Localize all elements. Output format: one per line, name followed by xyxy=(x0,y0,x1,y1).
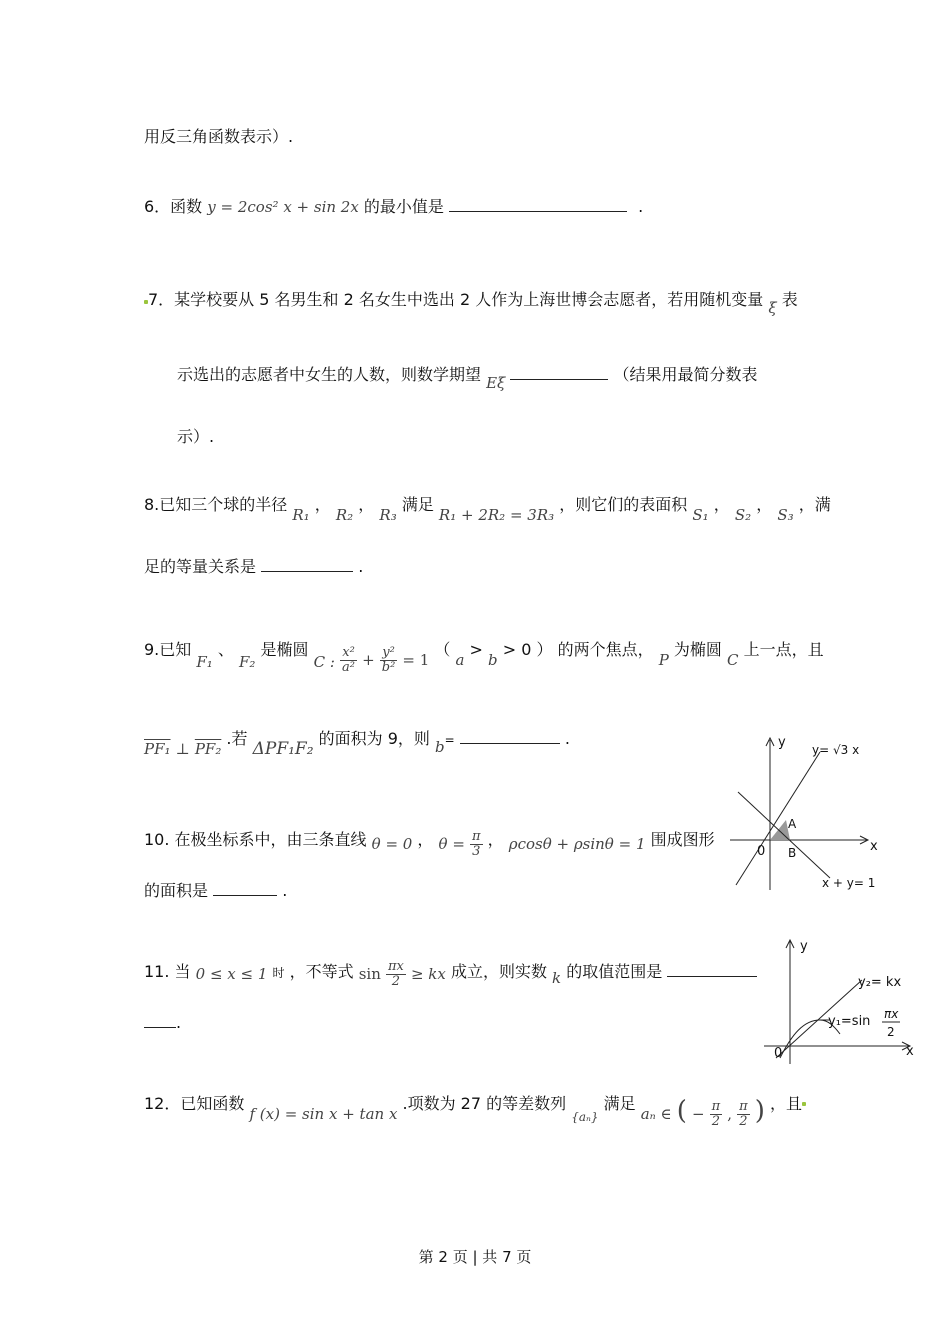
q12-comma: , xyxy=(727,1105,733,1123)
q9-f1: F₁ xyxy=(196,653,213,671)
q9-gt0: > 0 xyxy=(502,640,532,659)
q10-end: . xyxy=(282,881,288,900)
q7-tail: 表 xyxy=(781,290,798,309)
figure-sine-vs-line xyxy=(758,934,922,1070)
q9-pf1: PF₁ xyxy=(144,740,171,758)
q9-answer-blank[interactable] xyxy=(460,729,560,744)
q10-l2: θ = xyxy=(438,835,465,853)
q12-frac-right: $\frac{\pi}{2}$ xyxy=(739,1099,748,1129)
q8-end: . xyxy=(358,557,364,576)
q12-mid: .项数为 27 的等差数列 xyxy=(402,1094,567,1113)
question-6 xyxy=(144,196,643,218)
q6-prefix: 6．函数 xyxy=(144,197,203,216)
q6-formula: y = 2cos² x + sin 2x xyxy=(207,198,359,216)
q8-relation: R₁ + 2R₂ = 3R₃ xyxy=(438,506,555,524)
q12-tail: ，且 xyxy=(770,1094,803,1113)
q8-mid: 满足 xyxy=(401,495,434,514)
question-10-line-2 xyxy=(144,880,287,902)
fig1-x-label: x xyxy=(870,839,878,854)
q12-an-set: {aₙ} xyxy=(571,1110,599,1124)
q8-answer-blank[interactable] xyxy=(261,557,353,572)
q8-s1: S₁ xyxy=(692,506,709,524)
q6-end: . xyxy=(638,197,644,216)
fig2-y1-label: y₁=sin xyxy=(828,1014,871,1029)
q10-sep-1: ， xyxy=(417,830,434,849)
q10-sep-2: ， xyxy=(487,830,504,849)
q9-tail: 上一点，且 xyxy=(743,640,824,659)
q9-plus: + xyxy=(362,651,375,669)
question-8-line-2 xyxy=(144,556,363,578)
q12-frac-left: $\frac{\pi}{2}$ xyxy=(711,1099,721,1129)
fig1-y-label: y xyxy=(778,735,786,750)
q9-gt: > xyxy=(469,640,483,659)
q8-r3: R₃ xyxy=(379,506,397,524)
q9-frac-x: $\frac{\text{x²}}{\text{a²}}$ xyxy=(342,645,355,675)
fig1-point-b: B xyxy=(788,846,797,860)
text-line-top: 用反三角函数表示）. xyxy=(144,127,294,146)
q9-c: C : xyxy=(313,653,335,671)
q8-s3: S₃ xyxy=(777,506,794,524)
q8-sep-3: ， xyxy=(713,495,730,514)
question-9-line-1 xyxy=(144,636,824,675)
q11-end: . xyxy=(176,1013,182,1032)
question-9-line-2 xyxy=(144,728,570,759)
q10-line2: 的面积是 xyxy=(144,881,209,900)
q9-cond-a: a xyxy=(455,651,465,669)
q8-prefix: 8.已知三个球的半径 xyxy=(144,495,288,514)
q6-answer-blank[interactable] xyxy=(449,197,627,212)
q9-p: P xyxy=(658,651,669,669)
q10-frac-pi3: $\frac{\pi}{3}$ xyxy=(472,829,481,859)
fig2-y2-label: y₂= kx xyxy=(858,975,902,990)
q12-prefix: 12．已知函数 xyxy=(144,1094,245,1113)
q11-k: k xyxy=(552,969,562,987)
q12-mid2: 满足 xyxy=(603,1094,636,1113)
q9-mid4: .若 xyxy=(226,729,248,748)
q7-prefix: 7．某学校要从 5 名男生和 2 名女生中选出 2 人作为上海世博会志愿者，若用随机变量 xyxy=(148,290,764,309)
q7-line2: 示选出的志愿者中女生的人数，则数学期望 xyxy=(177,365,482,384)
q11-mid: ，不等式 xyxy=(289,962,354,981)
question-7-line-3: 示）. xyxy=(177,427,215,446)
q7-line2b: （结果用最简分数表 xyxy=(613,365,758,384)
q9-mid2: 的两个焦点， xyxy=(557,640,654,659)
fig1-point-a: A xyxy=(788,817,797,831)
q10-answer-blank[interactable] xyxy=(213,881,277,896)
question-10-line-1 xyxy=(144,826,715,859)
q11-answer-blank-2[interactable] xyxy=(144,1013,176,1028)
question-8-line-1 xyxy=(144,494,831,524)
q9-cond-b: b xyxy=(488,651,498,669)
q10-l3: ρcosθ + ρsinθ = 1 xyxy=(508,835,646,853)
fig1-shaded-triangle xyxy=(770,820,790,840)
q9-eq: = xyxy=(444,733,455,747)
q12-an: aₙ ∈ xyxy=(640,1105,672,1123)
q8-mid2: ，则它们的表面积 xyxy=(559,495,688,514)
fig1-line-sqrt3x xyxy=(736,752,820,885)
q12-paren-close: ) xyxy=(754,1096,765,1126)
q12-function: f (x) = sin x + tan x xyxy=(249,1105,398,1123)
q9-f2: F₂ xyxy=(239,653,256,671)
q6-suffix: 的最小值是 xyxy=(363,197,444,216)
q9-mid: 是椭圆 xyxy=(260,640,309,659)
question-7-line-2 xyxy=(177,364,758,392)
q9-pf2: PF₂ xyxy=(194,740,222,758)
q7-var: ξ xyxy=(768,299,777,317)
q9-cond-close: ） xyxy=(536,640,553,659)
q12-paren-open: ( xyxy=(676,1096,687,1126)
q10-prefix: 10. 在极坐标系中，由三条直线 xyxy=(144,830,367,849)
fig2-x-label: x xyxy=(906,1044,914,1059)
question-12 xyxy=(144,1090,803,1129)
q9-mid5: 的面积为 9，则 xyxy=(318,729,430,748)
q11-ge: ≥ kx xyxy=(410,965,446,983)
q7-answer-blank[interactable] xyxy=(510,365,608,380)
figure-polar-lines xyxy=(728,730,888,900)
q9-mid3: 为椭圆 xyxy=(673,640,722,659)
fig1-line2-label: x + y= 1 xyxy=(822,876,876,890)
marker-dot xyxy=(802,1102,806,1106)
q7-expect: Eξ xyxy=(486,374,506,392)
fig2-origin: 0 xyxy=(774,1046,783,1061)
q11-mid2: 成立，则实数 xyxy=(450,962,547,981)
fig2-frac-den: 2 xyxy=(887,1025,895,1039)
q11-shi: 时 xyxy=(272,966,285,980)
q8-sep-2: ， xyxy=(358,495,375,514)
q9-eq1: = 1 xyxy=(402,651,430,669)
q11-tail: 的取值范围是 xyxy=(566,962,663,981)
q8-r2: R₂ xyxy=(335,506,354,524)
q9-prefix: 9.已知 xyxy=(144,640,192,659)
q11-sin: sin xyxy=(358,965,381,983)
q11-answer-blank-1[interactable] xyxy=(667,962,757,977)
question-11-line-2 xyxy=(144,1012,181,1034)
question-7-line-1 xyxy=(148,289,798,317)
page-footer: 第 2 页 | 共 7 页 xyxy=(418,1248,532,1266)
q9-end: . xyxy=(564,729,570,748)
question-11-line-1 xyxy=(144,958,757,987)
q9-perp: ⊥ xyxy=(175,740,190,758)
q12-minus: − xyxy=(691,1105,705,1123)
q9-triangle: ΔPF₁F₂ xyxy=(252,739,314,759)
q9-sep: 、 xyxy=(217,640,234,659)
fig2-frac-num: πx xyxy=(884,1007,899,1021)
q11-prefix: 11. 当 xyxy=(144,962,191,981)
q9-cond-open: （ xyxy=(434,640,451,659)
fig2-y-label: y xyxy=(800,939,808,954)
fig1-origin: 0 xyxy=(757,844,766,859)
q8-s2: S₂ xyxy=(734,506,752,524)
q8-r1: R₁ xyxy=(292,506,310,524)
q9-frac-y: $\frac{\text{y²}}{\text{b²}}$ xyxy=(381,645,396,675)
q10-mid: 围成图形 xyxy=(650,830,715,849)
q10-l1: θ = 0 xyxy=(371,835,413,853)
q11-frac-pix2: $\frac{\pi x}{2}$ xyxy=(387,959,404,989)
q11-range: 0 ≤ x ≤ 1 xyxy=(195,965,268,983)
q8-tail: ，满 xyxy=(798,495,831,514)
q8-sep-4: ， xyxy=(756,495,773,514)
q8-sep-1: ， xyxy=(314,495,331,514)
q9-c2: C xyxy=(727,651,739,669)
q8-line2: 足的等量关系是 xyxy=(144,557,257,576)
fig1-line-x-plus-y xyxy=(738,792,830,878)
q9-b: b xyxy=(435,738,445,756)
fig1-line-label: y= √3 x xyxy=(812,743,860,757)
